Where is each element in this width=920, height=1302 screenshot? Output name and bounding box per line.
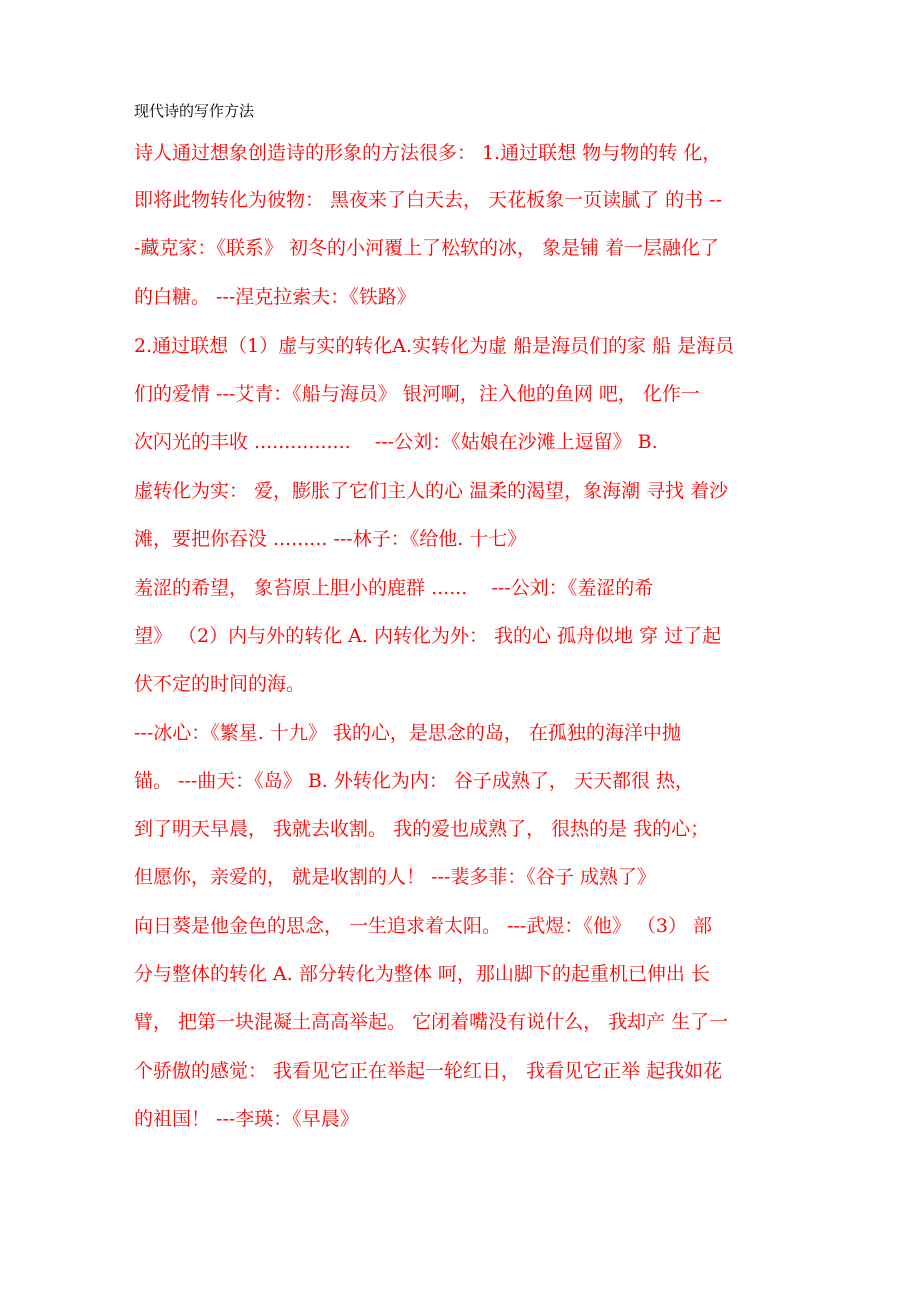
document-title: 现代诗的写作方法 [134, 102, 255, 120]
text-line: 滩，要把你吞没 ......... ---林子：《给他. 十七》 [134, 528, 527, 550]
text-line: 到了明天早晨， 我就去收割。 我的爱也成熟了， 很热的是 我的心； [134, 818, 710, 840]
text-line: 臂， 把第一块混凝土高高举起。 它闭着嘴没有说什么， 我却产 生了一 [134, 1011, 729, 1033]
text-line: 的祖国！ ---李瑛：《早晨》 [134, 1108, 359, 1130]
text-line: 即将此物转化为彼物： 黑夜来了白天去， 天花板象一页读腻了 的书 -- [134, 189, 722, 211]
text-line: -藏克家：《联系》 初冬的小河覆上了松软的冰， 象是铺 着一层融化了 [134, 237, 720, 259]
text-line: 分与整体的转化 A. 部分转化为整体 呵，那山脚下的起重机已伸出 长 [134, 963, 710, 985]
text-line: 次闪光的丰收 ................ ---公刘：《姑娘在沙滩上逗留》 B. [134, 431, 658, 453]
text-line: 向日葵是他金色的思念， 一生追求着太阳。 ---武煜：《他》 （3） 部 [134, 915, 713, 937]
text-line: 伏不定的时间的海。 [134, 673, 306, 695]
text-line: 羞涩的希望， 象苔原上胆小的鹿群 ...... ---公刘：《羞涩的希 [134, 577, 654, 599]
text-line: 的白糖。 ---涅克拉索夫：《铁路》 [134, 286, 416, 308]
text-line: 诗人通过想象创造诗的形象的方法很多： 1.通过联想 物与物的转 化， [134, 142, 722, 164]
text-line: 望》 （2）内与外的转化 A. 内转化为外： 我的心 孤舟似地 穿 过了起 [134, 625, 722, 647]
text-line: 但愿你，亲爱的， 就是收割的人！ ---裴多菲：《谷子 成熟了》 [134, 866, 656, 888]
text-line: ---冰心：《繁星. 十九》 我的心，是思念的岛， 在孤独的海洋中抛 [134, 722, 681, 744]
text-line: 们的爱情 ---艾青：《船与海员》 银河啊，注入他的鱼网 吧， 化作一 [134, 383, 700, 405]
text-line: 虚转化为实： 爱，膨胀了它们主人的心 温柔的渴望，象海潮 寻找 着沙 [134, 480, 729, 502]
text-line: 2.通过联想（1）虚与实的转化A.实转化为虚 船是海员们的家 船 是海员 [134, 335, 735, 357]
text-line: 个骄傲的感觉： 我看见它正在举起一轮红日， 我看见它正举 起我如花 [134, 1060, 723, 1082]
text-line: 锚。 ---曲天：《岛》 B. 外转化为内： 谷子成熟了， 天天都很 热， [134, 770, 695, 792]
